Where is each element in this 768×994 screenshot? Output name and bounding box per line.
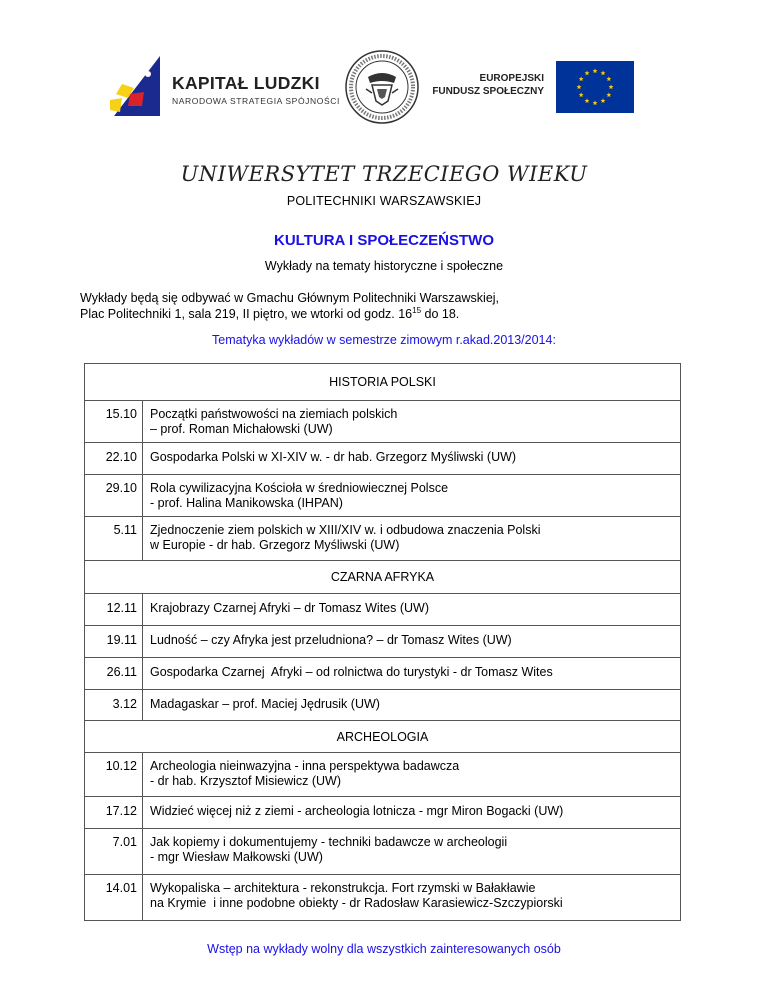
- lecture-row: [85, 875, 681, 921]
- course-title: KULTURA I SPOŁECZEŃSTWO: [274, 232, 494, 249]
- kapital-ludzki-subtitle: NARODOWA STRATEGIA SPÓJNOŚCI: [172, 96, 340, 106]
- lecture-line: Gospodarka Polski w XI-XIV w. - dr hab. Grzegorz Myśliwski (UW): [150, 450, 517, 464]
- efs-line-1: EUROPEJSKI: [479, 73, 544, 84]
- lecture-row: [85, 690, 681, 721]
- section-row: [85, 364, 681, 401]
- lecture-date: 19.11: [85, 626, 143, 658]
- efs-text: [430, 72, 544, 98]
- lecture-description: [143, 443, 681, 475]
- lecture-line: – prof. Roman Michałowski (UW): [150, 422, 333, 436]
- lecture-line: Rola cywilizacyjna Kościoła w średniowiecznej Polsce: [150, 481, 449, 495]
- lecture-line: Krajobrazy Czarnej Afryki – dr Tomasz Wites (UW): [150, 601, 429, 615]
- lecture-line: Archeologia nieinwazyjna - inna perspektywa badawcza: [150, 759, 460, 773]
- lecture-description: [143, 875, 681, 921]
- lecture-row: [85, 517, 681, 561]
- lecture-row: [85, 658, 681, 690]
- lecture-date: 29.10: [85, 475, 143, 517]
- lecture-date: 7.01: [85, 829, 143, 875]
- lecture-row: [85, 753, 681, 797]
- lecture-description: [143, 401, 681, 443]
- university-seal-icon: [344, 49, 420, 125]
- lecture-row: [85, 475, 681, 517]
- lecture-line: Jak kopiemy i dokumentujemy - techniki badawcze w archeologii: [150, 835, 508, 849]
- lecture-description: [143, 475, 681, 517]
- section-row: [85, 721, 681, 753]
- lecture-description: [143, 797, 681, 829]
- lecture-line: - prof. Halina Manikowska (IHPAN): [150, 496, 343, 510]
- lecture-date: 15.10: [85, 401, 143, 443]
- lecture-line: Widzieć więcej niż z ziemi - archeologia lotnicza - mgr Miron Bogacki (UW): [150, 804, 564, 818]
- lecture-line: Madagaskar – prof. Maciej Jędrusik (UW): [150, 697, 380, 711]
- eu-flag-icon: [556, 61, 634, 113]
- lecture-description: [143, 658, 681, 690]
- lecture-row: [85, 443, 681, 475]
- lecture-description: [143, 626, 681, 658]
- lecture-schedule-table: [84, 363, 681, 921]
- lecture-line: Ludność – czy Afryka jest przeludniona? – dr Tomasz Wites (UW): [150, 633, 512, 647]
- lecture-line: na Krymie i inne podobne obiekty - dr Radosław Karasiewicz-Szczypiorski: [150, 896, 563, 910]
- lecture-date: 26.11: [85, 658, 143, 690]
- lecture-description: [143, 753, 681, 797]
- logo-header: [0, 0, 768, 140]
- lecture-date: 12.11: [85, 594, 143, 626]
- lecture-description: [143, 829, 681, 875]
- lecture-line: Zjednoczenie ziem polskich w XIII/XIV w. i odbudowa znaczenia Polski: [150, 523, 541, 537]
- venue-info: [80, 290, 700, 322]
- admission-note: Wstęp na wykłady wolny dla wszystkich zainteresowanych osób: [207, 942, 561, 956]
- schedule-body: [85, 364, 681, 921]
- section-heading: HISTORIA POLSKI: [85, 364, 681, 401]
- section-heading: ARCHEOLOGIA: [85, 721, 681, 753]
- university-title: UNIWERSYTET TRZECIEGO WIEKU: [180, 162, 588, 186]
- lecture-date: 17.12: [85, 797, 143, 829]
- kapital-ludzki-title: KAPITAŁ LUDZKI: [172, 73, 320, 93]
- venue-line-2-text: Plac Politechniki 1, sala 219, II piętro, we wtorki od godz. 16: [80, 307, 413, 321]
- lecture-date: 10.12: [85, 753, 143, 797]
- lecture-line: Wykopaliska – architektura - rekonstrukcja. Fort rzymski w Bałakławie: [150, 881, 536, 895]
- time-minutes: 15: [412, 305, 422, 315]
- venue-line-1: Wykłady będą się odbywać w Gmachu Głównym Politechniki Warszawskiej,: [80, 291, 500, 305]
- lecture-row: [85, 401, 681, 443]
- efs-line-2: FUNDUSZ SPOŁECZNY: [432, 86, 544, 97]
- venue-line-2: [80, 306, 700, 322]
- university-subtitle: POLITECHNIKI WARSZAWSKIEJ: [286, 194, 482, 208]
- lecture-date: 14.01: [85, 875, 143, 921]
- venue-line-2-end: do 18.: [421, 307, 460, 321]
- section-row: [85, 561, 681, 594]
- lecture-line: Gospodarka Czarnej Afryki – od rolnictwa do turystyki - dr Tomasz Wites: [150, 665, 553, 679]
- lecture-row: [85, 626, 681, 658]
- section-heading: CZARNA AFRYKA: [85, 561, 681, 594]
- lecture-line: w Europie - dr hab. Grzegorz Myśliwski (UW): [150, 538, 400, 552]
- lecture-row: [85, 594, 681, 626]
- course-subtitle: Wykłady na tematy historyczne i społeczne: [264, 259, 504, 273]
- lecture-line: - dr hab. Krzysztof Misiewicz (UW): [150, 774, 341, 788]
- lecture-line: Początki państwowości na ziemiach polskich: [150, 407, 398, 421]
- lecture-date: 3.12: [85, 690, 143, 721]
- lecture-line: - mgr Wiesław Małkowski (UW): [150, 850, 323, 864]
- lecture-date: 22.10: [85, 443, 143, 475]
- lecture-date: 5.11: [85, 517, 143, 561]
- lecture-description: [143, 594, 681, 626]
- semester-topics-heading: Tematyka wykładów w semestrze zimowym r.akad.2013/2014:: [212, 333, 556, 347]
- lecture-description: [143, 517, 681, 561]
- lecture-row: [85, 829, 681, 875]
- lecture-description: [143, 690, 681, 721]
- kapital-ludzki-logo-icon: [108, 54, 166, 120]
- lecture-row: [85, 797, 681, 829]
